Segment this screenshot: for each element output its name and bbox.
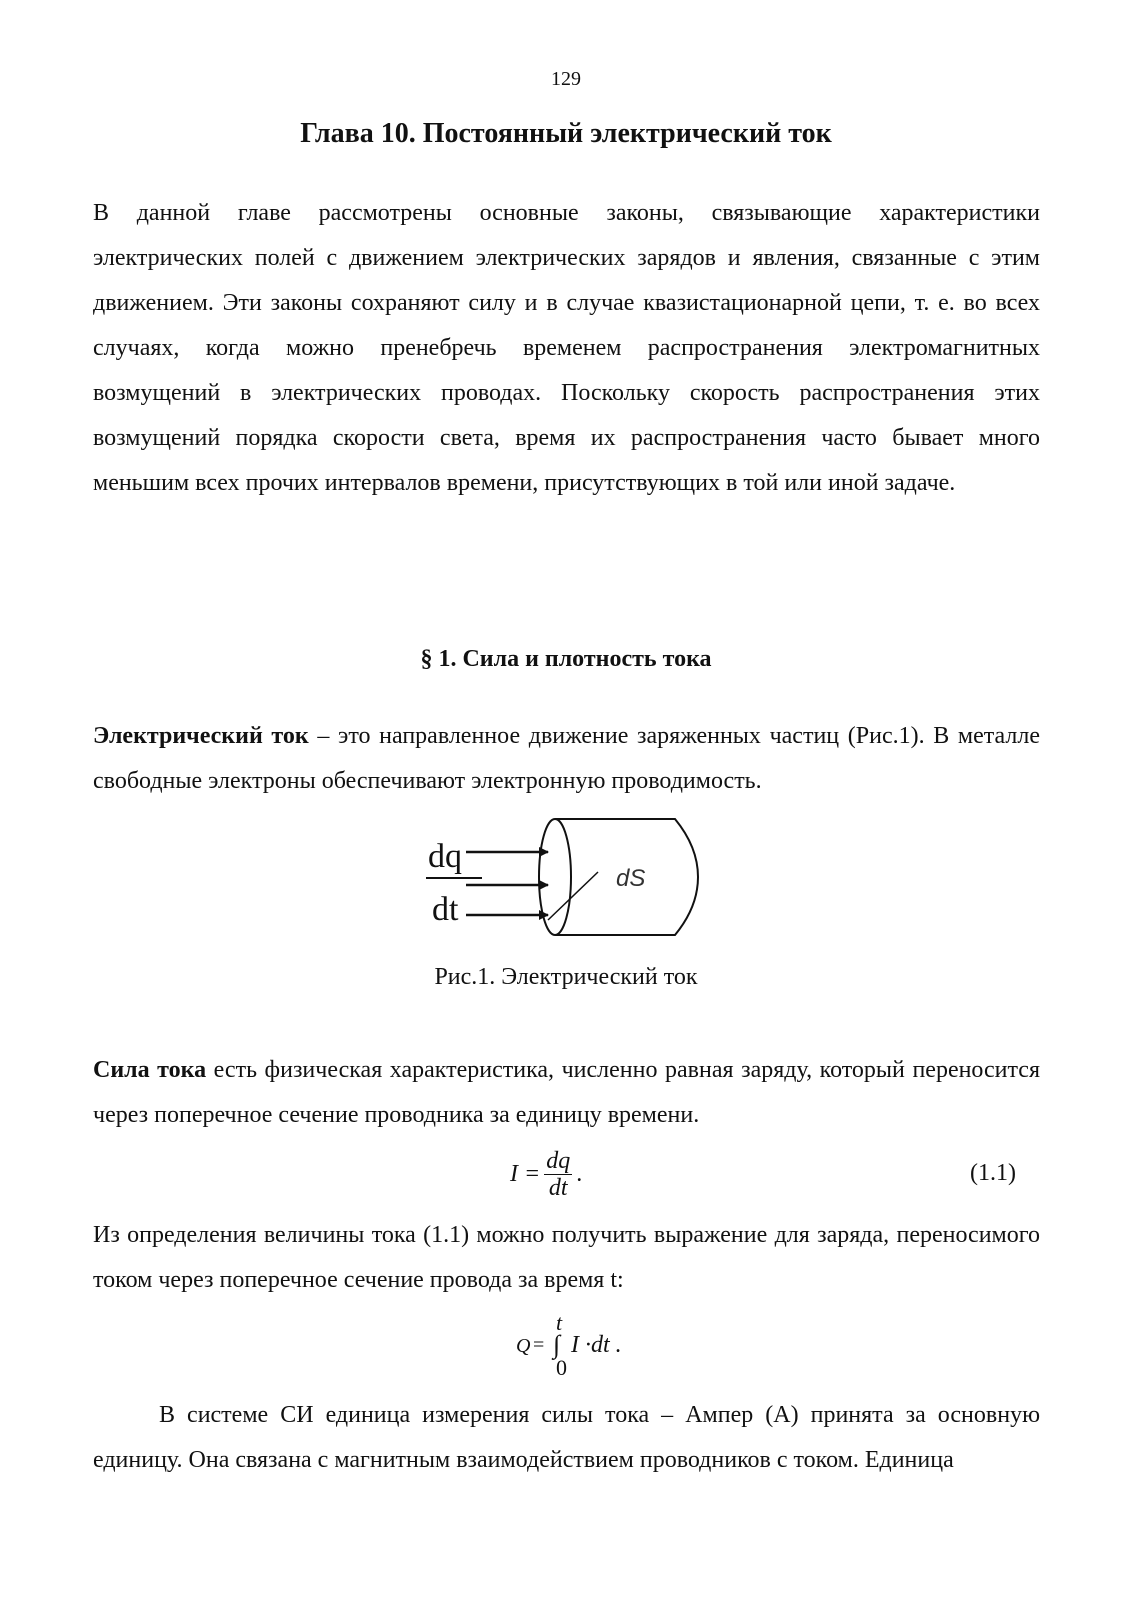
current-definition-text: – это направленное движение заряженных частиц (Рис.1). В металле свободные электроны обеспечивают электронную проводимость. [93, 723, 1040, 794]
intro-paragraph: В данной главе рассмотрены основные законы, связывающие характеристики электрических полей с движением электрических зарядов и явления, связанные с этим движением. Эти законы сохраняют силу и в случае квазистационарной цепи, т. е. во всех случаях, когда можно пренебречь временем распространения электромагнитных возмущений в электрических проводах. Поскольку скорость распространения этих возмущений порядка скорости света, время их распространения часто бывает много меньшим всех прочих интервалов времени, присутствующих в той или иной задаче. [93, 200, 1040, 496]
formula-charge [516, 1310, 636, 1385]
figure-denominator: dt [432, 891, 459, 928]
formula-current-end: . [576, 1160, 583, 1187]
chapter-title: Глава 10. Постоянный электрический ток [300, 118, 832, 149]
current-term: Электрический ток [93, 723, 309, 749]
current-definition [93, 714, 1040, 804]
cross-section-ellipse [539, 819, 571, 935]
current-figure [420, 812, 710, 947]
formula-charge-equals: = [533, 1334, 545, 1356]
figure-numerator: dq [428, 838, 462, 875]
formula-current-denominator: dt [548, 1174, 568, 1201]
current-diagram [420, 812, 710, 947]
integral-upper-limit: t [556, 1310, 563, 1335]
area-vector-line [548, 872, 598, 920]
section-title: § 1. Сила и плотность тока [420, 646, 712, 672]
strength-definition [93, 1048, 1040, 1138]
strength-term: Сила тока [93, 1057, 207, 1083]
equation-number: (1.1) [970, 1160, 1016, 1186]
area-label: dS [616, 865, 646, 892]
integral-lower-limit: 0 [556, 1355, 567, 1380]
formula-current-numerator: dq [546, 1147, 571, 1174]
formula-current-lhs: I = [510, 1160, 541, 1187]
formula-charge-lhs: Q [516, 1335, 531, 1357]
page-number: 129 [551, 68, 581, 90]
integral-sign: ∫ [553, 1330, 561, 1359]
integral-body: I ·dt . [571, 1332, 622, 1358]
figure-caption: Рис.1. Электрический ток [434, 964, 698, 990]
si-paragraph: В системе СИ единица измерения силы тока – Ампер (А) принята за основную единицу. Она связана с магнитным взаимодействием проводников с током. Единица [93, 1402, 1040, 1473]
strength-definition-text: есть физическая характеристика, численно равная заряду, который переносится через поперечное сечение проводника за единицу времени. [93, 1057, 1041, 1128]
charge-paragraph: Из определения величины тока (1.1) можно получить выражение для заряда, переносимого током через поперечное сечение провода за время t: [93, 1222, 1040, 1293]
formula-current-fraction [544, 1148, 572, 1201]
formula-current [510, 1144, 582, 1204]
